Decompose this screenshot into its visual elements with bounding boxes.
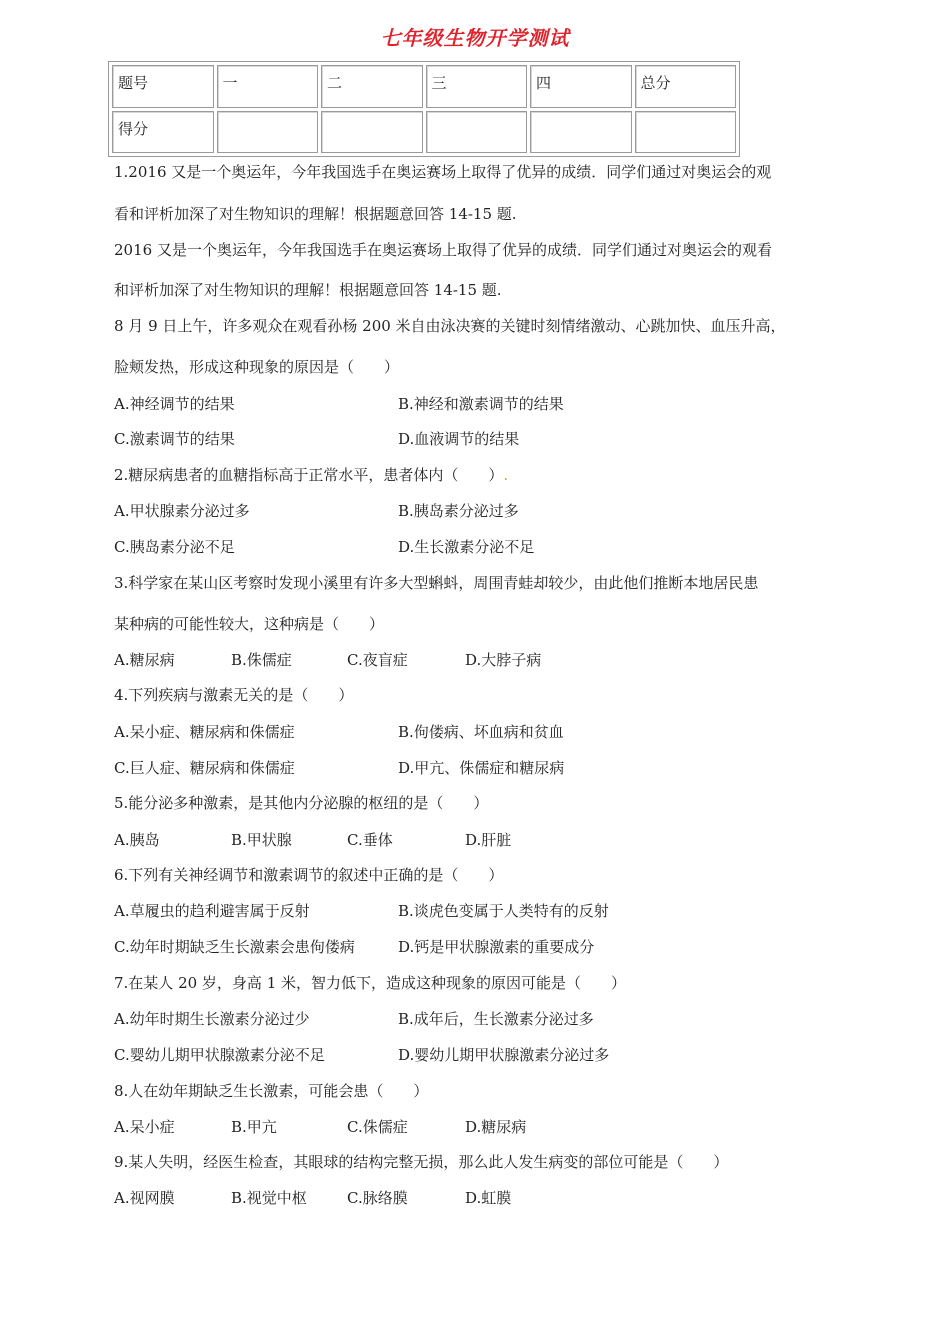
question-5-option-b[interactable]: B.甲状腺 [231, 831, 292, 849]
intro-line: 1.2016 又是一个奥运年，今年我国选手在奥运赛场上取得了优异的成绩．同学们通过对奥运会的观 [114, 163, 772, 181]
question-1-stem: 脸颊发热，形成这种现象的原因是（ ） [114, 358, 400, 376]
score-table-score-row [112, 111, 736, 154]
question-4-option-a[interactable]: A.呆小症、糖尿病和侏儒症 [114, 723, 295, 741]
question-1-stem: 8 月 9 日上午，许多观众在观看孙杨 200 米自由泳决赛的关键时刻情绪激动、心跳加快、血压升高， [114, 317, 786, 335]
question-4-option-c[interactable]: C.巨人症、糖尿病和侏儒症 [114, 759, 295, 777]
question-8-option-a[interactable]: A.呆小症 [114, 1118, 175, 1136]
score-cell[interactable] [321, 111, 423, 154]
question-7-option-a[interactable]: A.幼年时期生长激素分泌过少 [114, 1010, 310, 1028]
yellow-dot-mark: . [503, 466, 509, 484]
question-1-option-a[interactable]: A.神经调节的结果 [114, 395, 235, 413]
question-4-stem: 4.下列疾病与激素无关的是（ ） [114, 686, 354, 704]
question-3-stem: 某种病的可能性较大，这种病是（ ） [114, 615, 385, 633]
question-9-option-a[interactable]: A.视网膜 [114, 1189, 175, 1207]
question-9-option-d[interactable]: D.虹膜 [465, 1189, 512, 1207]
question-3-option-a[interactable]: A.糖尿病 [114, 651, 175, 669]
question-2-option-d[interactable]: D.生长激素分泌不足 [398, 538, 535, 556]
score-header-cell: 总分 [635, 65, 737, 108]
score-header-cell: 三 [426, 65, 528, 108]
score-header-cell: 一 [217, 65, 319, 108]
score-header-cell: 四 [530, 65, 632, 108]
question-8-stem: 8.人在幼年期缺乏生长激素，可能会患（ ） [114, 1082, 429, 1100]
question-5-option-a[interactable]: A.胰岛 [114, 831, 160, 849]
score-cell[interactable] [217, 111, 319, 154]
question-5-option-d[interactable]: D.肝脏 [465, 831, 512, 849]
question-6-option-b[interactable]: B.谈虎色变属于人类特有的反射 [398, 902, 609, 920]
question-3-option-c[interactable]: C.夜盲症 [347, 651, 408, 669]
question-7-option-c[interactable]: C.婴幼儿期甲状腺激素分泌不足 [114, 1046, 325, 1064]
question-8-option-c[interactable]: C.侏儒症 [347, 1118, 408, 1136]
intro-line: 和评析加深了对生物知识的理解！根据题意回答 14-15 题. [114, 281, 502, 299]
question-1-option-d[interactable]: D.血液调节的结果 [398, 430, 520, 448]
score-header-cell: 题号 [112, 65, 214, 108]
score-cell[interactable] [426, 111, 528, 154]
question-7-stem: 7.在某人 20 岁，身高 1 米，智力低下，造成这种现象的原因可能是（ ） [114, 974, 627, 992]
question-1-option-c[interactable]: C.激素调节的结果 [114, 430, 235, 448]
question-8-option-b[interactable]: B.甲亢 [231, 1118, 277, 1136]
question-5-option-c[interactable]: C.垂体 [347, 831, 393, 849]
question-5-stem: 5.能分泌多种激素，是其他内分泌腺的枢纽的是（ ） [114, 794, 489, 812]
page-title: 七年级生物开学测试 [380, 26, 570, 50]
score-table-header-row [112, 65, 736, 108]
question-9-stem: 9.某人失明，经医生检查，其眼球的结构完整无损，那么此人发生病变的部位可能是（ ） [114, 1153, 729, 1171]
question-3-stem: 3.科学家在某山区考察时发现小溪里有许多大型蝌蚪，周围青蛙却较少，由此他们推断本地居民患 [114, 574, 759, 592]
score-cell[interactable] [530, 111, 632, 154]
question-2-stem: 2.糖尿病患者的血糖指标高于正常水平，患者体内（ ）. [114, 466, 509, 484]
question-7-option-b[interactable]: B.成年后，生长激素分泌过多 [398, 1010, 594, 1028]
question-1-option-b[interactable]: B.神经和激素调节的结果 [398, 395, 564, 413]
score-header-cell: 二 [321, 65, 423, 108]
question-8-option-d[interactable]: D.糖尿病 [465, 1118, 527, 1136]
question-2-option-c[interactable]: C.胰岛素分泌不足 [114, 538, 235, 556]
question-2-option-b[interactable]: B.胰岛素分泌过多 [398, 502, 519, 520]
question-7-option-d[interactable]: D.婴幼儿期甲状腺激素分泌过多 [398, 1046, 610, 1064]
question-4-option-b[interactable]: B.佝偻病、坏血病和贫血 [398, 723, 564, 741]
question-6-option-d[interactable]: D.钙是甲状腺激素的重要成分 [398, 938, 595, 956]
score-table [108, 61, 740, 157]
intro-line: 看和评析加深了对生物知识的理解！根据题意回答 14-15 题. [114, 205, 517, 223]
score-cell[interactable] [635, 111, 737, 154]
question-6-stem: 6.下列有关神经调节和激素调节的叙述中正确的是（ ） [114, 866, 504, 884]
question-3-option-d[interactable]: D.大脖子病 [465, 651, 542, 669]
score-row-label: 得分 [112, 111, 214, 154]
question-4-option-d[interactable]: D.甲亢、侏儒症和糖尿病 [398, 759, 565, 777]
question-9-option-c[interactable]: C.脉络膜 [347, 1189, 408, 1207]
question-6-option-c[interactable]: C.幼年时期缺乏生长激素会患佝偻病 [114, 938, 355, 956]
intro-line: 2016 又是一个奥运年，今年我国选手在奥运赛场上取得了优异的成绩．同学们通过对奥运会的观看 [114, 241, 772, 259]
question-9-option-b[interactable]: B.视觉中枢 [231, 1189, 307, 1207]
question-2-option-a[interactable]: A.甲状腺素分泌过多 [114, 502, 250, 520]
question-6-option-a[interactable]: A.草履虫的趋利避害属于反射 [114, 902, 310, 920]
question-3-option-b[interactable]: B.侏儒症 [231, 651, 292, 669]
